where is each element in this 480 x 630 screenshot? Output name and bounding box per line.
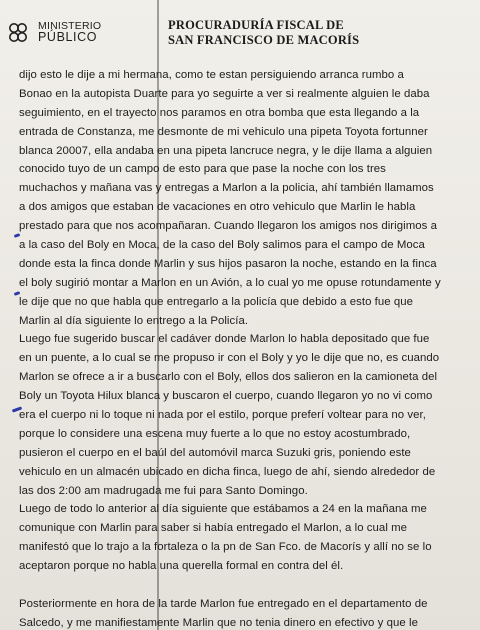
body-line: Bonao en la autopista Duarte para yo seguirte a ver si realmente alguien le daba [19, 87, 430, 100]
body-line: donde esta la finca donde Marlin y sus hijos pasaron la noche, estando en la finca [19, 257, 437, 270]
body-line: le dije que no que habla que entregarlo a la policía que debido a esto fue que [19, 295, 414, 308]
body-line: Posteriormente en hora de la tarde Marlon fue entregado en el departamento de [19, 597, 428, 610]
body-line: Salcedo, y me manifiestamente Marlin que no tenia dinero en efectivo y que le [19, 616, 418, 629]
logo-text [38, 21, 101, 43]
body-line: a dos amigos que estaban de vacaciones en otro vehiculo que Marlin le habla [19, 201, 416, 214]
body-line: muchachos y mañana vas y entregas a Marlon a la policia, ahí también llamamos [19, 182, 434, 195]
body-line: el boly sugirió montar a Marlon en un Avión, a lo cual yo me opuse rotundamente y [19, 276, 441, 289]
header-line-2: SAN FRANCISCO DE MACORÍS [168, 33, 360, 47]
body-line: Marlon se ofrece a ir a buscarlo con el Boly, ellos dos salieron en la camioneta del [19, 371, 438, 384]
logo-line-1: MINISTERIO [38, 20, 102, 32]
body-line: Luego de todo lo anterior al día siguiente que estábamos a 24 en la mañana me [19, 503, 427, 516]
body-line: seguimiento, en el trayecto nos paramos en otra bomba que esta llegando a la [19, 106, 420, 119]
body-line: aceptaron porque no habla una querella formal en contra del él. [19, 560, 344, 573]
body-line: Marlin al día siguiente lo entrego a la Policía. [19, 314, 249, 327]
body-line: entrada de Constanza, me desmonte de mi vehiculo una pipeta Toyota fortunner [19, 125, 428, 138]
body-line: conocido tuyo de un campo de esto para que pase la noche con los tres [19, 163, 386, 176]
body-line: porque lo considere una escena muy fuerte a lo que no estoy acostumbrado, [19, 427, 411, 440]
ministerio-publico-logo [8, 20, 118, 50]
body-line: a la caso del Boly en Moca, de la caso del Boly salimos para el campo de Moca [19, 239, 425, 252]
body-line: era el cuerpo ni lo toque ni nada por el estilo, porque preferí voltear para no ver, [19, 409, 426, 422]
body-line: blanca 20007, ella andaba en una pipeta lancruce negra, y le dije llama a alguien [19, 144, 433, 157]
body-line: Luego fue sugerido buscar el cadáver donde Marlon lo habla depositado que fue [19, 333, 430, 346]
body-line: las dos 2:00 am madrugada me fui para Santo Domingo. [19, 484, 308, 497]
body-line: vehiculo en un almacén ubicado en dicha finca, luego de ahí, siendo alrededor de [19, 465, 436, 478]
body-line: manifestó que lo trajo a la fortaleza o la pn de San Fco. de Macorís y allí no se lo [19, 541, 432, 554]
body-line [19, 576, 467, 595]
body-line: pusieron el cuerpo en el baúl del automóvil marca Suzuki gris, poniendo este [19, 446, 411, 459]
body-line: en un puente, a lo cual se me propuso ir con el Boly y yo le dije que no, es cuando [19, 352, 440, 365]
document-body [19, 66, 467, 630]
body-line: prestado para que nos acompañaran. Cuando llegaron los amigos nos dirigimos a [19, 220, 437, 233]
body-line: Boly un Toyota Hilux blanca y buscaron el cuerpo, cuando llegaron yo no vi como [19, 390, 433, 403]
document-header [168, 18, 468, 48]
ministerio-emblem-icon [8, 22, 34, 44]
body-line: comunique con Marlin para saber si había entregado el Marlon, a lo cual me [19, 522, 408, 535]
header-line-1: PROCURADURÍA FISCAL DE [168, 18, 344, 32]
logo-line-2: PÚBLICO [38, 30, 98, 44]
body-line: dijo esto le dije a mi hermana, como te estan persiguiendo arranca rumbo a [19, 69, 404, 81]
